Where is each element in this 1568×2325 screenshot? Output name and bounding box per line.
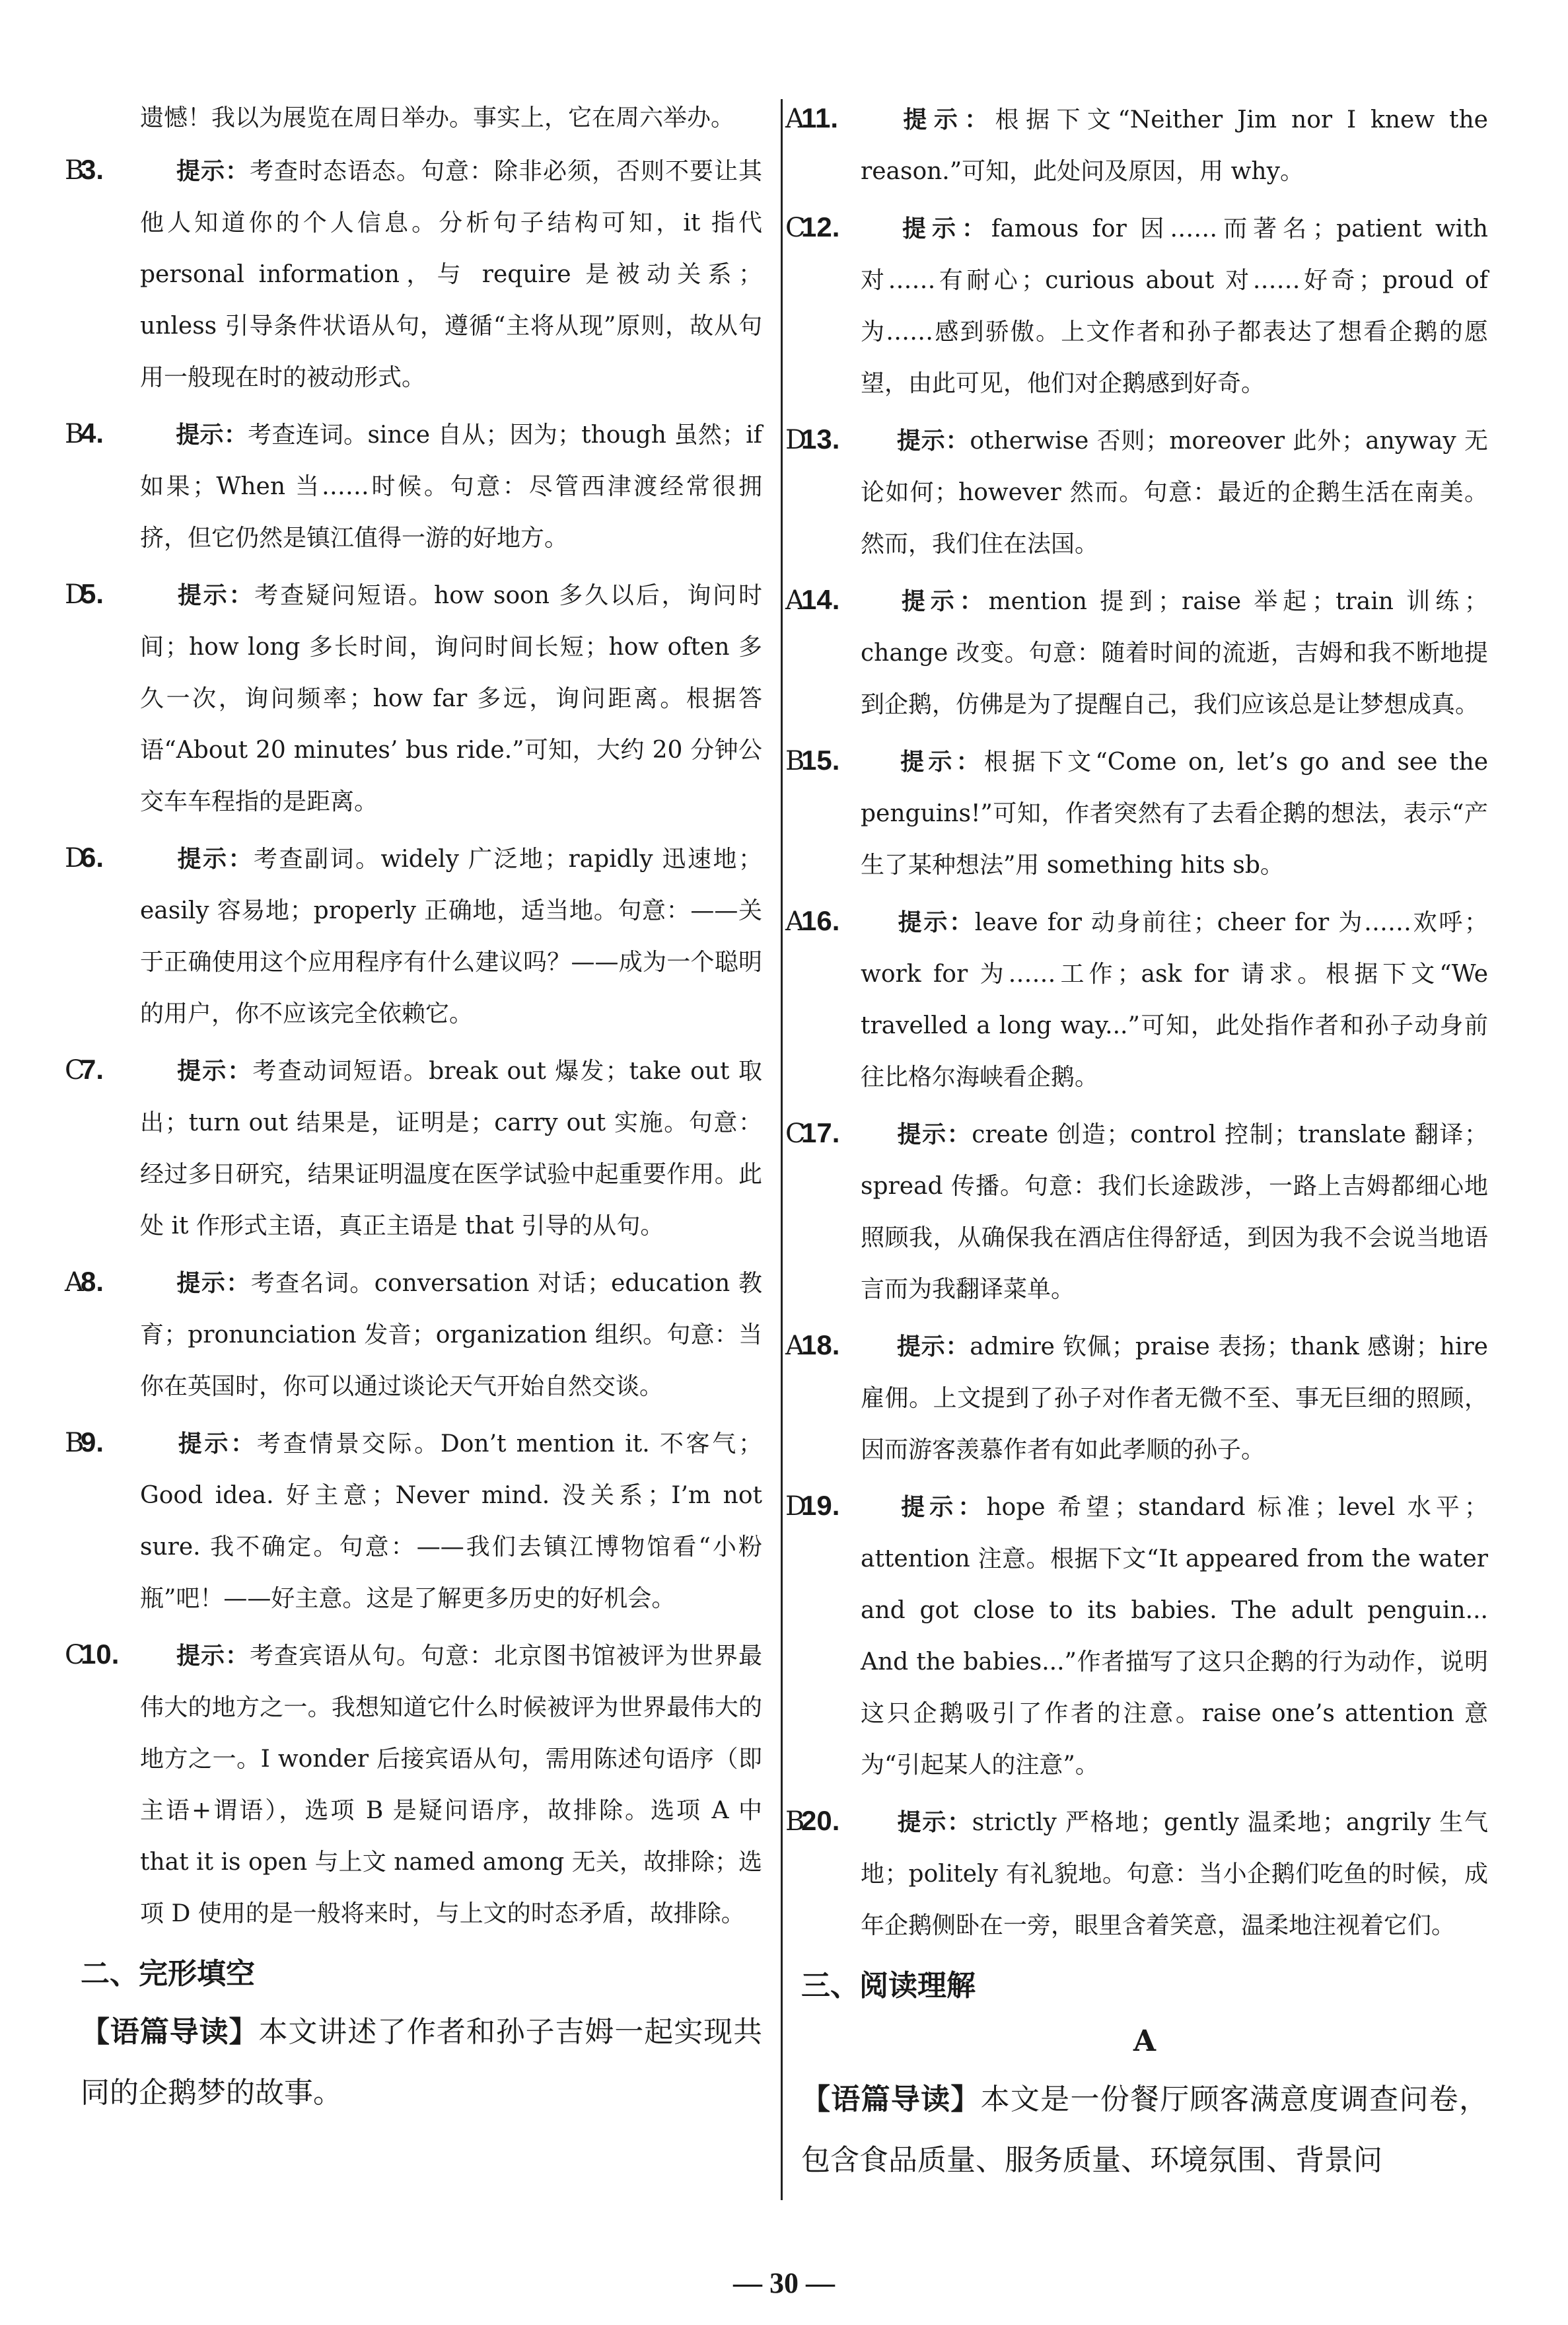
answer-explanation xyxy=(785,1107,1488,1315)
question-number: 8. xyxy=(81,1266,104,1297)
passage-a-heading: A xyxy=(1133,2024,1157,2058)
answer-item xyxy=(785,895,1488,1103)
answer-item xyxy=(785,1480,1488,1791)
answer-letter: A xyxy=(65,1267,84,1298)
answer-explanation xyxy=(65,1629,762,1940)
answer-letter: D xyxy=(65,843,87,873)
page-number: — 30 — xyxy=(733,2267,835,2299)
answer-item xyxy=(65,832,762,1040)
question-number: 18. xyxy=(801,1329,840,1360)
hint-text: create 创造；control 控制；translate 翻译；spread 传播。句意：我们长途跋涉，一路上吉姆都细心地照顾我，从确保我在酒店住得舒适，到因为我不会说当地语言而为我翻译菜单。 xyxy=(861,1121,1488,1303)
question-number: 5. xyxy=(81,578,104,609)
answer-item xyxy=(785,92,1488,198)
hint-text: 考查动词短语。break out 爆发；take out 取出；turn out 结果是，证明是；carry out 实施。句意：经过多日研究，结果证明温度在医学试验中起重要作用。此处 it 作形式主语，真正主语是 that 引导的从句。 xyxy=(140,1058,762,1239)
answer-explanation xyxy=(785,1319,1488,1476)
answer-letter: D xyxy=(65,579,87,610)
left-answer-list xyxy=(65,144,762,1940)
answer-item xyxy=(65,568,762,828)
hint-label: 提示： xyxy=(176,1058,253,1085)
answer-explanation xyxy=(785,202,1488,410)
answer-letter: B xyxy=(785,1806,805,1837)
hint-label: 提示： xyxy=(896,749,984,776)
hint-text: hope 希望；standard 标准；level 水平；attention 注意。根据下文“It appeared from the water and got close to its babies. The adult penguin... And the babies...”作者描写了这只企鹅的行为动作，说明这只企鹅吸引了作者的注意。raise one’s attention 意为“引起某人的注意”。 xyxy=(861,1494,1488,1779)
answer-explanation xyxy=(65,1256,762,1413)
question-number: 12. xyxy=(801,211,840,242)
answer-item xyxy=(785,735,1488,891)
answer-item xyxy=(785,202,1488,410)
answer-letter: C xyxy=(65,1055,85,1086)
right-answer-list xyxy=(785,92,1488,1952)
hint-text: strictly 严格地；gently 温柔地；angrily 生气地；politely 有礼貌地。句意：当小企鹅们吃鱼的时候，成年企鹅侧卧在一旁，眼里含着笑意，温柔地注视着它们。 xyxy=(861,1809,1488,1939)
hint-label: 提示： xyxy=(896,1121,972,1148)
answer-explanation xyxy=(65,408,762,564)
hint-label: 提示： xyxy=(176,1430,257,1458)
guide-text: 本文讲述了作者和孙子吉姆一起实现共同的企鹅梦的故事。 xyxy=(81,2015,763,2110)
answer-explanation xyxy=(785,574,1488,731)
hint-text: famous for 因……而著名；patient with 对……有耐心；curious about 对……好奇；proud of 为……感到骄傲。上文作者和孙子都表达了想看企鹅的愿望，由此可见，他们对企鹅感到好奇。 xyxy=(861,215,1488,397)
hint-text: admire 钦佩；praise 表扬；thank 感谢；hire 雇佣。上文提到了孙子对作者无微不至、事无巨细的照顾，因而游客羡慕作者有如此孝顺的孙子。 xyxy=(861,1333,1488,1463)
hint-label: 提示： xyxy=(896,1333,970,1360)
answer-letter: C xyxy=(65,1640,85,1670)
answer-explanation xyxy=(785,895,1488,1103)
answer-item xyxy=(785,414,1488,570)
reading-passage-guide xyxy=(801,2069,1488,2191)
answer-item xyxy=(65,144,762,404)
hint-label: 提示： xyxy=(896,1494,987,1521)
guide-text: 本文是一份餐厅顾客满意度调查问卷，包含食品质量、服务质量、环境氛围、背景问 xyxy=(801,2083,1489,2177)
question-number: 3. xyxy=(81,154,104,185)
question-number: 14. xyxy=(801,584,840,615)
hint-label: 提示： xyxy=(176,1642,250,1670)
hint-label: 提示： xyxy=(176,158,250,185)
hint-text: 考查连词。since 自从；因为；though 虽然；if 如果；When 当……时候。句意：尽管西津渡经常很拥挤，但它仍然是镇江值得一游的好地方。 xyxy=(140,422,762,552)
right-column xyxy=(785,92,1489,2191)
answer-letter: A xyxy=(785,104,804,134)
answer-item xyxy=(65,408,762,564)
answer-letter: C xyxy=(785,1119,806,1149)
guide-label: 【语篇导读】 xyxy=(801,2083,981,2116)
question-number: 9. xyxy=(81,1426,104,1458)
answer-explanation xyxy=(785,735,1488,891)
hint-label: 提示： xyxy=(896,215,991,242)
hint-text: 考查情景交际。Don’t mention it. 不客气；Good idea. 好主意；Never mind. 没关系；I’m not sure. 我不确定。句意：——我们去镇江博物馆看“小粉瓶”吧！——好主意。这是了解更多历史的好机会。 xyxy=(140,1430,762,1612)
answer-explanation xyxy=(65,832,762,1040)
hint-label: 提示： xyxy=(176,422,248,449)
hint-text: 根据下文“Come on, let’s go and see the penguins!”可知，作者突然有了去看企鹅的想法，表示“产生了某种想法”用 something hits sb。 xyxy=(861,749,1488,879)
hint-label: 提示： xyxy=(896,588,989,615)
answer-letter: B xyxy=(65,155,85,186)
column-divider xyxy=(781,99,783,2200)
hint-label: 提示： xyxy=(896,909,975,936)
hint-label: 提示： xyxy=(176,1270,251,1297)
hint-text: 考查宾语从句。句意：北京图书馆被评为世界最伟大的地方之一。我想知道它什么时候被评为世界最伟大的地方之一。I wonder 后接宾语从句，需用陈述句语序（即主语+谓语），选项 B 是疑问语序，故排除。选项 A 中 that it is open 与上文 named among 无关，故排除；选项 D 使用的是一般将来时，与上文的时态矛盾，故排除。 xyxy=(140,1642,762,1927)
answer-item xyxy=(785,1319,1488,1476)
answer-letter: D xyxy=(785,425,807,455)
question-number: 16. xyxy=(801,905,840,936)
question-number: 11. xyxy=(801,102,839,133)
question-number: 6. xyxy=(81,842,104,873)
answer-explanation xyxy=(785,1480,1488,1791)
question-number: 15. xyxy=(801,745,840,776)
hint-label: 提示： xyxy=(176,582,255,609)
answer-explanation xyxy=(65,568,762,828)
hint-text: 考查副词。widely 广泛地；rapidly 迅速地；easily 容易地；properly 正确地，适当地。句意：——关于正确使用这个应用程序有什么建议吗？——成为一个聪明的用户，你不应该完全依赖它。 xyxy=(140,846,762,1027)
answer-item xyxy=(785,1795,1488,1952)
question-number: 17. xyxy=(801,1117,840,1148)
hint-text: 考查名词。conversation 对话；education 教育；pronunciation 发音；organization 组织。句意：当你在英国时，你可以通过谈论天气开始自然交谈。 xyxy=(140,1270,762,1400)
question-number: 10. xyxy=(81,1639,120,1670)
answer-explanation xyxy=(65,1417,762,1625)
hint-label: 提示： xyxy=(896,1809,972,1836)
answer-item xyxy=(65,1044,762,1252)
answer-item xyxy=(785,574,1488,731)
answer-letter: D xyxy=(785,1491,807,1522)
hint-text: 根据下文“Neither Jim nor I knew the reason.”可知，此处问及原因，用 why。 xyxy=(861,106,1488,185)
continued-answer-text: 遗憾！我以为展览在周日举办。事实上，它在周六举办。 xyxy=(140,104,735,131)
cloze-passage-guide xyxy=(81,2002,762,2123)
hint-text: 考查疑问短语。how soon 多久以后，询问时间；how long 多长时间，询问时间长短；how often 多久一次，询问频率；how far 多远，询问距离。根据答语“About 20 minutes’ bus ride.”可知，大约 20 分钟公交车车程指的是距离。 xyxy=(140,582,762,815)
hint-label: 提示： xyxy=(896,106,995,133)
question-number: 7. xyxy=(81,1054,104,1085)
question-number: 13. xyxy=(801,424,840,455)
section-title-cloze: 二、完形填空 xyxy=(81,1957,255,1991)
hint-label: 提示： xyxy=(176,846,254,873)
answer-letter: B xyxy=(785,746,805,776)
answer-item xyxy=(785,1107,1488,1315)
answer-letter: B xyxy=(65,1428,85,1458)
answer-letter: A xyxy=(785,906,804,937)
answer-letter: A xyxy=(785,585,804,616)
answer-item xyxy=(65,1256,762,1413)
answer-explanation xyxy=(785,1795,1488,1952)
answer-explanation xyxy=(785,414,1488,570)
left-column xyxy=(65,92,763,2123)
hint-text: 考查时态语态。句意：除非必须，否则不要让其他人知道你的个人信息。分析句子结构可知，it 指代 personal information，与 require 是被动关系；unless 引导条件状语从句，遵循“主将从现”原则，故从句用一般现在时的被动形式。 xyxy=(140,158,762,391)
hint-text: otherwise 否则；moreover 此外；anyway 无论如何；however 然而。句意：最近的企鹅生活在南美。然而，我们住在法国。 xyxy=(861,427,1488,558)
hint-label: 提示： xyxy=(896,427,970,455)
answer-letter: B xyxy=(65,419,85,449)
section-title-reading: 三、阅读理解 xyxy=(801,1969,976,2003)
answer-item xyxy=(65,1629,762,1940)
answer-explanation xyxy=(785,92,1488,198)
guide-label: 【语篇导读】 xyxy=(81,2015,259,2049)
question-number: 4. xyxy=(81,418,104,449)
answer-explanation xyxy=(65,144,762,404)
hint-text: leave for 动身前往；cheer for 为……欢呼；work for 为……工作；ask for 请求。根据下文“We travelled a long way...”可知，此处指作者和孙子动身前往比格尔海峡看企鹅。 xyxy=(861,909,1488,1091)
answer-letter: A xyxy=(785,1331,804,1361)
answer-letter: C xyxy=(785,213,806,243)
question-number: 20. xyxy=(801,1805,840,1836)
answer-item xyxy=(65,1417,762,1625)
question-number: 19. xyxy=(801,1490,840,1521)
hint-text: mention 提到；raise 举起；train 训练；change 改变。句意：随着时间的流逝，吉姆和我不断地提到企鹅，仿佛是为了提醒自己，我们应该总是让梦想成真。 xyxy=(861,588,1488,718)
answer-explanation xyxy=(65,1044,762,1252)
